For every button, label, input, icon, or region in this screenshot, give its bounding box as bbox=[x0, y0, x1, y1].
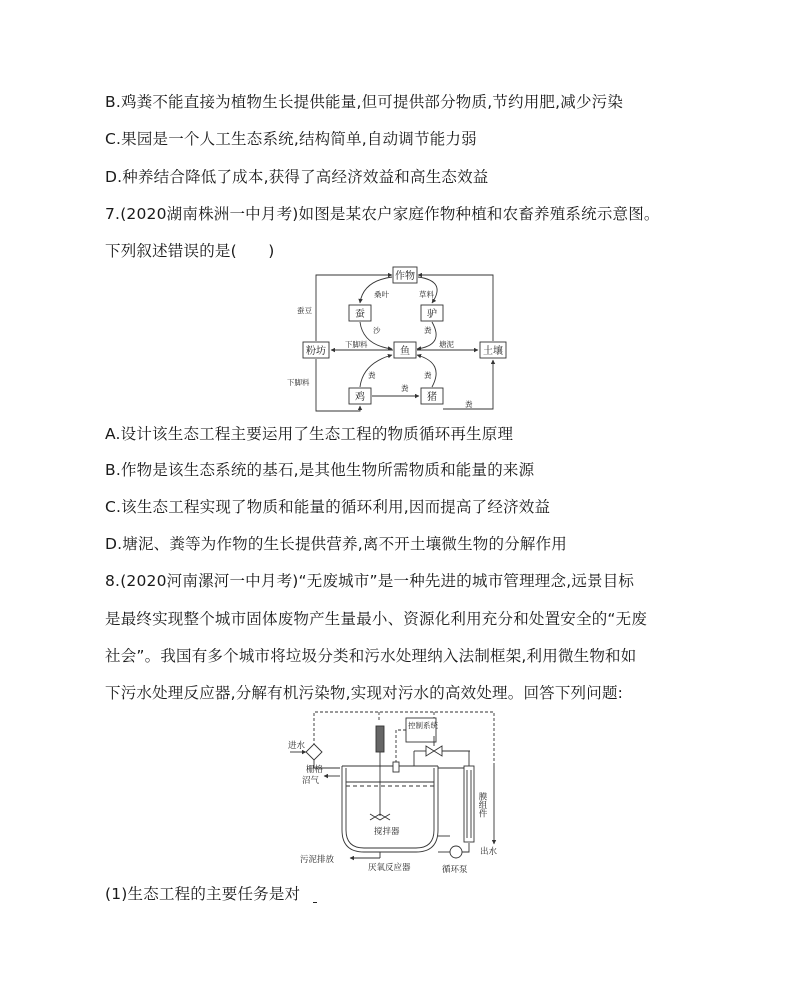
farm-system-diagram bbox=[283, 263, 523, 415]
chicken-dung-label: 粪 bbox=[368, 371, 376, 380]
control-system-label: 控制系统 bbox=[408, 721, 438, 730]
question-7-stem: 7.(2020湖南株洲一中月考)如图是某农户家庭作物种植和农畜养殖系统示意图。 bbox=[105, 205, 660, 223]
question-7-stem-cont: 下列叙述错误的是( ) bbox=[105, 242, 275, 260]
option-c-q6: C.果园是一个人工生态系统,结构简单,自动调节能力弱 bbox=[105, 130, 477, 148]
question-8-stem-cont2: 社会”。我国有多个城市将垃圾分类和污水处理纳入法制框架,利用微生物和如 bbox=[105, 647, 637, 665]
silkworm-sand-label: 沙 bbox=[373, 326, 381, 335]
circulation-pump-icon bbox=[450, 846, 462, 858]
question-8-stem-cont1: 是最终实现整个城市固体废物产生量最小、资源化利用充分和处置安全的“无废 bbox=[105, 610, 648, 628]
grille-icon bbox=[306, 744, 322, 760]
answer-blank bbox=[313, 902, 317, 903]
soil-label: 土壤 bbox=[483, 346, 503, 357]
silkworm-label: 蚕 bbox=[355, 309, 365, 320]
option-d-q7: D.塘泥、粪等为作物的生长提供营养,离不开土壤微生物的分解作用 bbox=[105, 535, 567, 553]
option-d-q6: D.种养结合降低了成本,获得了高经济效益和高生态效益 bbox=[105, 168, 489, 186]
outlet-label: 出水 bbox=[480, 847, 498, 857]
sludge-discharge-label: 污泥排放 bbox=[300, 855, 335, 865]
anaerobic-reactor-diagram bbox=[284, 706, 514, 876]
fish-label: 鱼 bbox=[400, 346, 410, 357]
chicken-pig-dung-label: 粪 bbox=[401, 384, 409, 393]
question-8-part-1: (1)生态工程的主要任务是对 bbox=[105, 885, 301, 903]
chicken-label: 鸡 bbox=[355, 392, 365, 403]
biogas-label: 沼气 bbox=[302, 776, 320, 786]
grille-label: 栅格 bbox=[306, 765, 324, 775]
forage-label: 草料 bbox=[419, 290, 434, 299]
anaerobic-reactor-label: 厌氧反应器 bbox=[368, 863, 411, 873]
stirrer-label: 搅拌器 bbox=[374, 827, 400, 837]
soil-dung-label: 粪 bbox=[465, 400, 473, 409]
pond-mud-label: 塘泥 bbox=[439, 340, 454, 349]
donkey-label: 驴 bbox=[427, 309, 437, 320]
membrane-module-label: 膜组件 bbox=[477, 792, 487, 818]
broad-bean-label: 蚕豆 bbox=[297, 306, 312, 315]
valve-icon bbox=[426, 746, 442, 756]
option-b-q6: B.鸡粪不能直接为植物生长提供能量,但可提供部分物质,节约用肥,减少污染 bbox=[105, 93, 624, 111]
reactor-vessel bbox=[342, 766, 438, 852]
chicken-scraps-label: 下脚料 bbox=[287, 378, 310, 387]
option-a-q7: A.设计该生态工程主要运用了生态工程的物质循环再生原理 bbox=[105, 425, 514, 443]
fish-scraps-label: 下脚料 bbox=[345, 340, 368, 349]
inlet-label: 进水 bbox=[288, 741, 306, 751]
membrane-module bbox=[464, 766, 474, 842]
mill-label: 粉坊 bbox=[306, 346, 326, 357]
pig-dung-label: 粪 bbox=[424, 371, 432, 380]
question-8-stem: 8.(2020河南漯河一中月考)“无废城市”是一种先进的城市管理理念,远景目标 bbox=[105, 572, 635, 590]
donkey-dung-label: 粪 bbox=[424, 326, 432, 335]
stirrer-motor bbox=[376, 726, 384, 752]
circulation-pump-label: 循环泵 bbox=[442, 865, 468, 875]
option-b-q7: B.作物是该生态系统的基石,是其他生物所需物质和能量的来源 bbox=[105, 461, 535, 479]
question-8-stem-cont3: 下污水处理反应器,分解有机污染物,实现对污水的高效处理。回答下列问题: bbox=[105, 684, 624, 702]
mulberry-leaf-label: 桑叶 bbox=[374, 290, 389, 299]
crop-label: 作物 bbox=[395, 271, 415, 282]
option-c-q7: C.该生态工程实现了物质和能量的循环利用,因而提高了经济效益 bbox=[105, 498, 551, 516]
pig-label: 猪 bbox=[427, 392, 437, 403]
